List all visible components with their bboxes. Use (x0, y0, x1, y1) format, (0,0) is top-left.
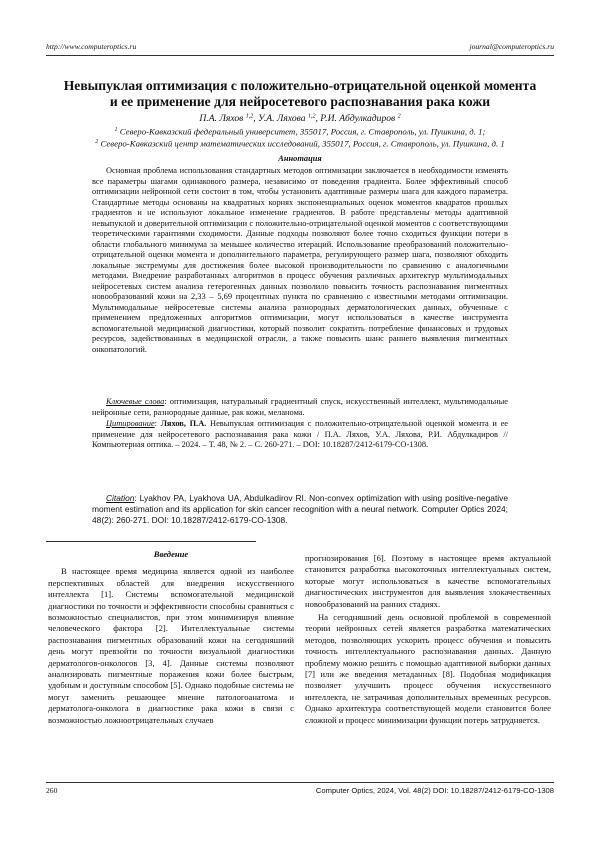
intro-heading: Введение (153, 549, 189, 559)
abstract-heading: Аннотация (278, 154, 322, 163)
keywords (92, 397, 508, 418)
citation-english (92, 493, 508, 526)
header-divider (46, 55, 554, 56)
affiliation-1 (30, 125, 570, 138)
journal-email-link[interactable]: journal@computeroptics.ru (469, 42, 554, 51)
left-paragraph-1: В настоящее время медицина является одной из наиболее перспективных областей для внедрения искусственного интеллекта [1]. Системы вспомогательной медицинской диагностики по точности и эффективности способны сравняться с возможностью специалистов, при этом минимизируя влияние человеческого фактора [2]. Интеллектуальные системы распознавания пигментных образований кожи на сегодняшний день могут превзойти по точности визуальной диагностики дерматологов-онкологов [3, 4]. Данные системы позволяют анализировать пигментные поражения кожи более быстрым, удобным и доступным способом [5]. Однако подобные системы не могут заменить решающее мнение патологоанатома и дерматолога-онколога в диагностике рака кожи в связи с возможностью ложноотрицательных случаев (48, 566, 294, 725)
page-footer (46, 786, 554, 798)
section-divider (46, 541, 256, 542)
author-1: П.А. Ляхов (199, 113, 244, 124)
citation-en-text: : Lyakhov PA, Lyakhova UA, Abdulkadirov RI. Non-convex optimization with using positive-negative moment estimation and its application for skin cancer recognition with a neural network. Computer Optics 2024; 48(2): 260-271. DOI: 10.18287/2412-6179-CO-1308. (92, 493, 508, 525)
abstract-text: Основная проблема использования стандартных методов оптимизации заключается в необходимости изменять все параметры шагами одинакового размера, независимо от поведения градиента. Более эффективный способ оптимизации нейронной сети состоит в том, чтобы установить адаптивные размеры шага для каждого параметра. Стандартные методы основаны на квадратных корнях экспоненциальных оценок моментов квадратов прошлых градиентов и не используют локальное изменение градиентов. В работе представлены методы адаптивной невыпуклой и доверительной оптимизации с положительно-отрицательной оценкой моментов с соответствующими теоретическими гарантиями сходимости. Данные подходы позволяют более точно сходиться функции потери в области глобального минимума за меньшее количество итераций. Использование преобразований положительно-отрицательной оценки момента и дополнительного параметра, регулирующего размер шага, позволяют обходить локальные экстремумы для достижения более высокой производительности по сравнению с аналогичными методами. Внедрение разработанных алгоритмов в процесс обучения различных архитектур мультимодальных нейросетевых систем анализа гетерогенных данных позволило повысить точность распознавания пигментных новообразований кожи на 2,33 – 5,69 процентных пункта по сравнению с известными методами оптимизации. Мультимодальные нейросетевые системы анализа разнородных дерматологических данных, обученные с применением предложенных алгоритмов оптимизации, могут использоваться в качестве инструмента вспомогательной медицинской диагностики, который позволит сократить потребление финансовых и трудовых ресурсов, задействованных в медицинской отрасли, а также повысить шанс раннего выявления пигментных онкопатологий. (92, 166, 508, 354)
affiliation-1-text: Северо-Кавказский федеральный университет, 355017, Россия, г. Ставрополь, ул. Пушкина, д. 1; (119, 126, 486, 137)
keywords-label: Ключевые слова (106, 397, 165, 406)
paper-title: Невыпуклая оптимизация с положительно-отрицательной оценкой момента и ее применение для нейросетевого распознавания рака кожи (63, 78, 537, 109)
citation-en-label: Citation (106, 493, 135, 503)
author-3: Р.И. Абдулкадиров (320, 113, 396, 124)
author-2: У.А. Ляхова (258, 113, 306, 124)
affiliation-2-text: Северо-Кавказский центр математических исследований, 355017, Россия, г. Ставрополь, ул. Пушкина, д. 1 (100, 138, 505, 149)
citation-ru-authors: Ляхов, П.А. (160, 419, 207, 428)
right-paragraph-1: прогнозирования [6]. Поэтому в настоящее время актуальной становится разработка высокоточных интеллектуальных систем, которые могут использоваться в качестве вспомогательных диагностических инструментов для выявления злокачественных новообразований на ранних стадиях. (305, 553, 551, 609)
affiliation-2 (30, 137, 570, 150)
citation-ru-label: Цитирование (106, 419, 155, 428)
journal-footer-info: Computer Optics, 2024, Vol. 48(2) DOI: 10.18287/2412-6179-CO-1308 (315, 786, 554, 795)
author-2-affiliation: 1,2 (307, 113, 316, 120)
footer-divider (46, 782, 554, 783)
journal-url-link[interactable]: http://www.computeroptics.ru (46, 42, 137, 51)
keywords-text: : оптимизация, натуральный градиентный спуск, искусственный интеллект, мультимодальные нейронные сети, разнородные данные, рак кожи, меланома. (92, 397, 508, 417)
affiliation-1-number: 1 (114, 127, 118, 133)
right-paragraph-2: На сегодняшний день основной проблемой в современной теории нейронных сетей является разработка математических методов, позволяющих ускорить процесс обучения и повысить точность интеллектуального распознавания данных. Данную проблему можно решить с помощью адаптивной выборки данных [7] или же введения метаданных [8]. Подобная модификация позволяет улучшить процесс обучения искусственного интеллекта, не затрачивая дополнительных временных ресурсов. Однако архитектура соответствующей модели становится более сложной и процесс минимизации функции потерь затрудняется. (305, 612, 551, 725)
citation-ru-text: Невыпуклая оптимизация с положительно-отрицательной оценкой момента и ее применение для нейросетевого распознавания рака кожи / П.А. Ляхов, У.А. Ляхова, Р.И. Абдулкадиров // Компьютерная оптика. – 2024. – Т. 48, № 2. – С. 260-271. – DOI: 10.18287/2412-6179-CO-1308. (92, 419, 508, 449)
author-list: П.А. Ляхов $^{1,2}$, У.А. Ляхова $^{1,2}$, Р.И. Абдулкадиров $^2$ (199, 113, 401, 124)
affiliation-2-number: 2 (95, 139, 99, 145)
running-header (46, 42, 554, 54)
right-column (305, 553, 551, 728)
page-number: 260 (46, 786, 58, 795)
left-column (48, 549, 294, 728)
citation-russian: Цитирование: Ляхов, П.А. Невыпуклая оптимизация с положительно-отрицательной оценкой момента и ее применение для нейросетевого распознавания рака кожи / П.А. Ляхов, У.А. Ляхова, Р.И. Абдулкадиров // Компьютерная оптика. – 2024. – Т. 48, № 2. – С. 260-271. – DOI: 10.18287/2412-6179-CO-1308. (92, 419, 508, 449)
author-3-affiliation: 2 (397, 113, 401, 120)
author-1-affiliation: 1,2 (245, 113, 254, 120)
